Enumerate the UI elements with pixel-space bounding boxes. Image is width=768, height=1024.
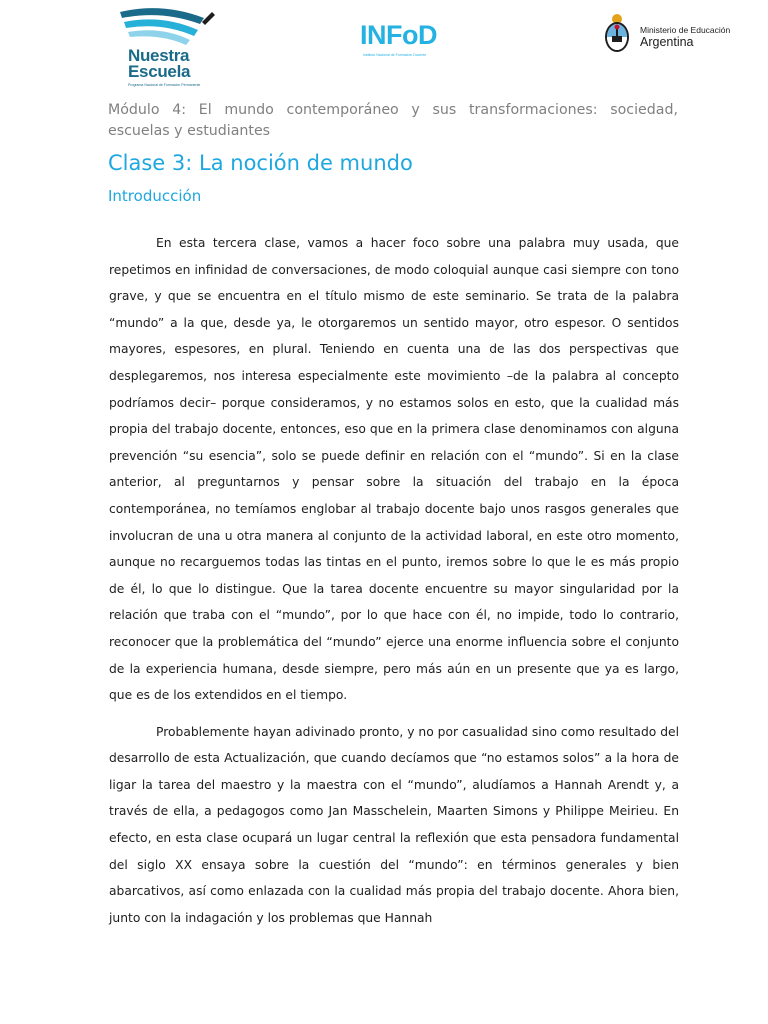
- document-body: [109, 230, 679, 941]
- logo-subtitle: Programa Nacional de Formación Permanente: [128, 83, 201, 87]
- infod-logo: [360, 20, 470, 60]
- page-header: [0, 0, 768, 95]
- infod-logo-subtitle: Instituto Nacional de Formación Docente: [363, 53, 427, 57]
- coat-of-arms-icon: [600, 12, 634, 56]
- swoosh-icon: [112, 4, 222, 50]
- module-title: Módulo 4: El mundo contemporáneo y sus transformaciones: sociedad, escuelas y estudiantes: [108, 102, 678, 139]
- body-paragraph: Probablemente hayan adivinado pronto, y no por casualidad sino como resultado del desarrollo de esta Actualización, que cuando decíamos que “no estamos solos” a la hora de ligar la tarea del maestro y la maestra con el “mundo”, aludíamos a Hannah Arendt y, a través de ella, a pedagogos como Jan Masschelein, Maarten Simons y Philippe Meirieu. En efecto, en esta clase ocupará un lugar central la reflexión que esta pensadora fundamental del siglo XX ensaya sobre la cuestión del “mundo”: en términos generales y bien abarcativos, así como enlazada con la cualidad más propia del trabajo docente. Ahora bien, junto con la indagación y los problemas que Hannah: [109, 724, 679, 925]
- infod-logo-title: INFoD: [360, 20, 437, 50]
- ministerio-logo: [600, 12, 750, 58]
- body-paragraph: En esta tercera clase, vamos a hacer foco sobre una palabra muy usada, que repetimos en infinidad de conversaciones, de modo coloquial aunque casi siempre con tono grave, y que se encuentra en el título mismo de este seminario. Se trata de la palabra “mundo” a la que, desde ya, le otorgaremos un sentido mayor, otro espesor. O sentidos mayores, espesores, en plural. Teniendo en cuenta una de las dos perspectivas que desplegaremos, nos interesa especialmente este movimiento –de la palabra al concepto podríamos decir– porque consideramos, y no estamos solos en esto, que la cualidad más propia del trabajo docente, entonces, eso que en la primera clase denominamos con alguna prevención “su esencia”, solo se puede definir en relación con el “mundo”. Si en la clase anterior, al preguntarnos y pensar sobre la situación del trabajo en la época contemporánea, no temíamos englobar al trabajo docente bajo unos rasgos generales que involucran de una u otra manera al conjunto de la actividad laboral, en este otro momento, aunque no recarguemos todas las tintas en el punto, iremos sobre lo que le es más propio de él, lo que lo distingue. Que la tarea docente encuentre su mayor singularidad por la relación que traba con el “mundo”, por lo que hace con él, no impide, todo lo contrario, reconocer que la problemática del “mundo” ejerce una enorme influencia sobre el conjunto de la experiencia humana, desde siempre, pero más aún en un presente que ya es largo, que es de los extendidos en el tiempo.: [109, 236, 679, 703]
- class-title: Clase 3: La noción de mundo: [108, 151, 413, 175]
- ministerio-logo-line1: Ministerio de Educación: [640, 25, 731, 35]
- logo-text-line2: Escuela: [128, 62, 191, 81]
- nuestra-escuela-logo: [112, 4, 222, 90]
- ministerio-logo-line2: Argentina: [640, 35, 694, 49]
- section-title: Introducción: [108, 187, 202, 205]
- logo-text-line1: Nuestra: [128, 46, 190, 65]
